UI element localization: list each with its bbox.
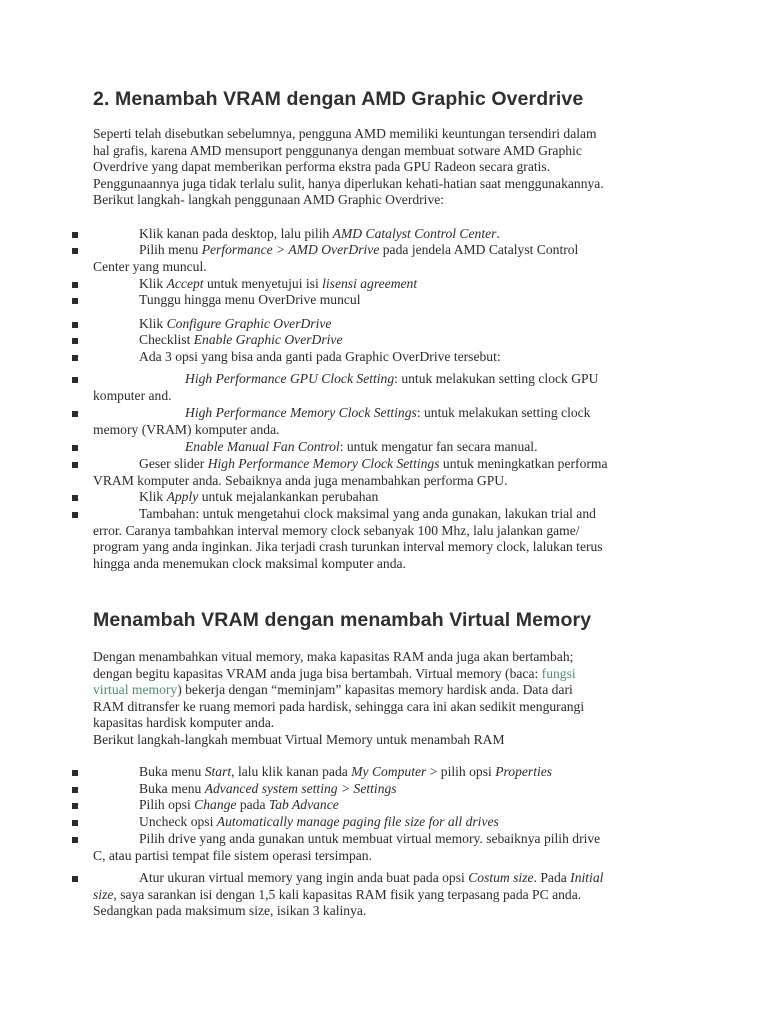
list-item: Pilih drive yang anda gunakan untuk membuat virtual memory. sebaiknya pilih drive C, atau partisi tempat file sistem operasi tersimpan. bbox=[93, 831, 601, 863]
fungsi-virtual-memory-link[interactable]: virtual memory bbox=[93, 682, 178, 698]
bullet-icon bbox=[72, 338, 78, 344]
list-item: Pilih menu Performance > AMD OverDrive pada jendela AMD Catalyst Control Center yang muncul. bbox=[93, 242, 579, 274]
bullet-icon bbox=[72, 445, 78, 451]
list-item: Klik Apply untuk mejalankankan perubahan bbox=[139, 489, 379, 504]
bullet-icon bbox=[72, 248, 78, 254]
bullet-icon bbox=[72, 282, 78, 288]
list-item: Tambahan: untuk mengetahui clock maksimal yang anda gunakan, lakukan trial and error. Caranya tambahkan interval memory clock sebanyak 100 Mhz, lalu jalankan game/ program yang anda inginkan. Jika terjadi crash turunkan interval memory clock, lalukan terus hingga anda menemukan clock maksimal komputer anda. bbox=[93, 506, 603, 571]
list-item: High Performance Memory Clock Settings: untuk melakukan setting clock memory (VRAM) komputer anda. bbox=[93, 405, 591, 437]
list-item: Tunggu hingga menu OverDrive muncul bbox=[139, 292, 361, 307]
list-item: Klik Configure Graphic OverDrive bbox=[139, 316, 332, 331]
list-item: Klik Accept untuk menyetujui isi lisensi agreement bbox=[139, 276, 418, 291]
intro-line: Overdrive yang dapat memberikan performa ekstra pada GPU Radeon secara gratis. bbox=[93, 159, 551, 175]
section1-heading: 2. Menambah VRAM dengan AMD Graphic Overdrive bbox=[93, 88, 584, 110]
list-item: Buka menu Start, lalu klik kanan pada My Computer > pilih opsi Properties bbox=[139, 764, 553, 779]
bullet-icon bbox=[72, 512, 78, 518]
bullet-icon bbox=[72, 322, 78, 328]
section2-intro: Dengan menambahkan vitual memory, maka kapasitas RAM anda juga akan bertambah; dengan begitu kapasitas VRAM anda juga bisa bertambah. Virtual memory (baca: fungsi virtual memory) bekerja dengan “meminjam” kapasitas memory hardisk anda. Data dari RAM ditransfer ke ruang memori pada hardisk, sehingga cara ini akan sedikit mengurangi kapasitas hardisk komputer anda. Berikut langkah-langkah membuat Virtual Memory untuk menambah RAM bbox=[93, 649, 585, 747]
intro-line: Seperti telah disebutkan sebelumnya, pengguna AMD memiliki keuntungan tersendiri dalam bbox=[93, 126, 597, 141]
list-item: Uncheck opsi Automatically manage paging file size for all drives bbox=[139, 814, 499, 829]
fungsi-virtual-memory-link[interactable]: fungsi bbox=[541, 665, 576, 681]
list-item: High Performance GPU Clock Setting: untuk melakukan setting clock GPU komputer and. bbox=[93, 371, 599, 403]
list-item: Checklist Enable Graphic OverDrive bbox=[139, 332, 343, 347]
bullet-icon bbox=[72, 803, 78, 809]
bullet-icon bbox=[72, 876, 78, 882]
list-item: Klik kanan pada desktop, lalu pilih AMD Catalyst Control Center. bbox=[139, 226, 500, 241]
bullet-icon bbox=[72, 462, 78, 468]
bullet-icon bbox=[72, 820, 78, 826]
bullet-icon bbox=[72, 837, 78, 843]
bullet-icon bbox=[72, 787, 78, 793]
list-item: Buka menu Advanced system setting > Settings bbox=[139, 781, 397, 796]
section1-intro bbox=[93, 126, 678, 209]
list-item: Atur ukuran virtual memory yang ingin anda buat pada opsi Costum size. Pada Initial size, saya sarankan isi dengan 1,5 kali kapasitas RAM fisik yang terpasang pada PC anda. Sedangkan pada maksimum size, isikan 3 kalinya. bbox=[93, 870, 604, 919]
bullet-icon bbox=[72, 232, 78, 238]
intro-line: Berikut langkah- langkah penggunaan AMD Graphic Overdrive: bbox=[93, 192, 445, 208]
bullet-icon bbox=[72, 770, 78, 776]
section2-heading: Menambah VRAM dengan menambah Virtual Memory bbox=[93, 609, 592, 631]
list-item: Enable Manual Fan Control: untuk mengatur fan secara manual. bbox=[185, 439, 538, 454]
bullet-icon bbox=[72, 411, 78, 417]
bullet-icon bbox=[72, 495, 78, 501]
intro-line: Penggunaannya juga tidak terlalu sulit, hanya diperlukan kehati-hatian saat menggunakannya. bbox=[93, 175, 604, 191]
bullet-icon bbox=[72, 377, 78, 383]
bullet-icon bbox=[72, 298, 78, 304]
bullet-icon bbox=[72, 355, 78, 361]
list-item: Ada 3 opsi yang bisa anda ganti pada Graphic OverDrive tersebut: bbox=[139, 349, 501, 364]
list-item: Geser slider High Performance Memory Clock Settings untuk meningkatkan performa VRAM komputer anda. Sebaiknya anda juga menambahkan performa GPU. bbox=[93, 456, 608, 488]
list-item: Pilih opsi Change pada Tab Advance bbox=[139, 797, 339, 812]
intro-line: hal grafis, karena AMD mensuport penggunanya dengan membuat sotware AMD Graphic bbox=[93, 142, 582, 158]
